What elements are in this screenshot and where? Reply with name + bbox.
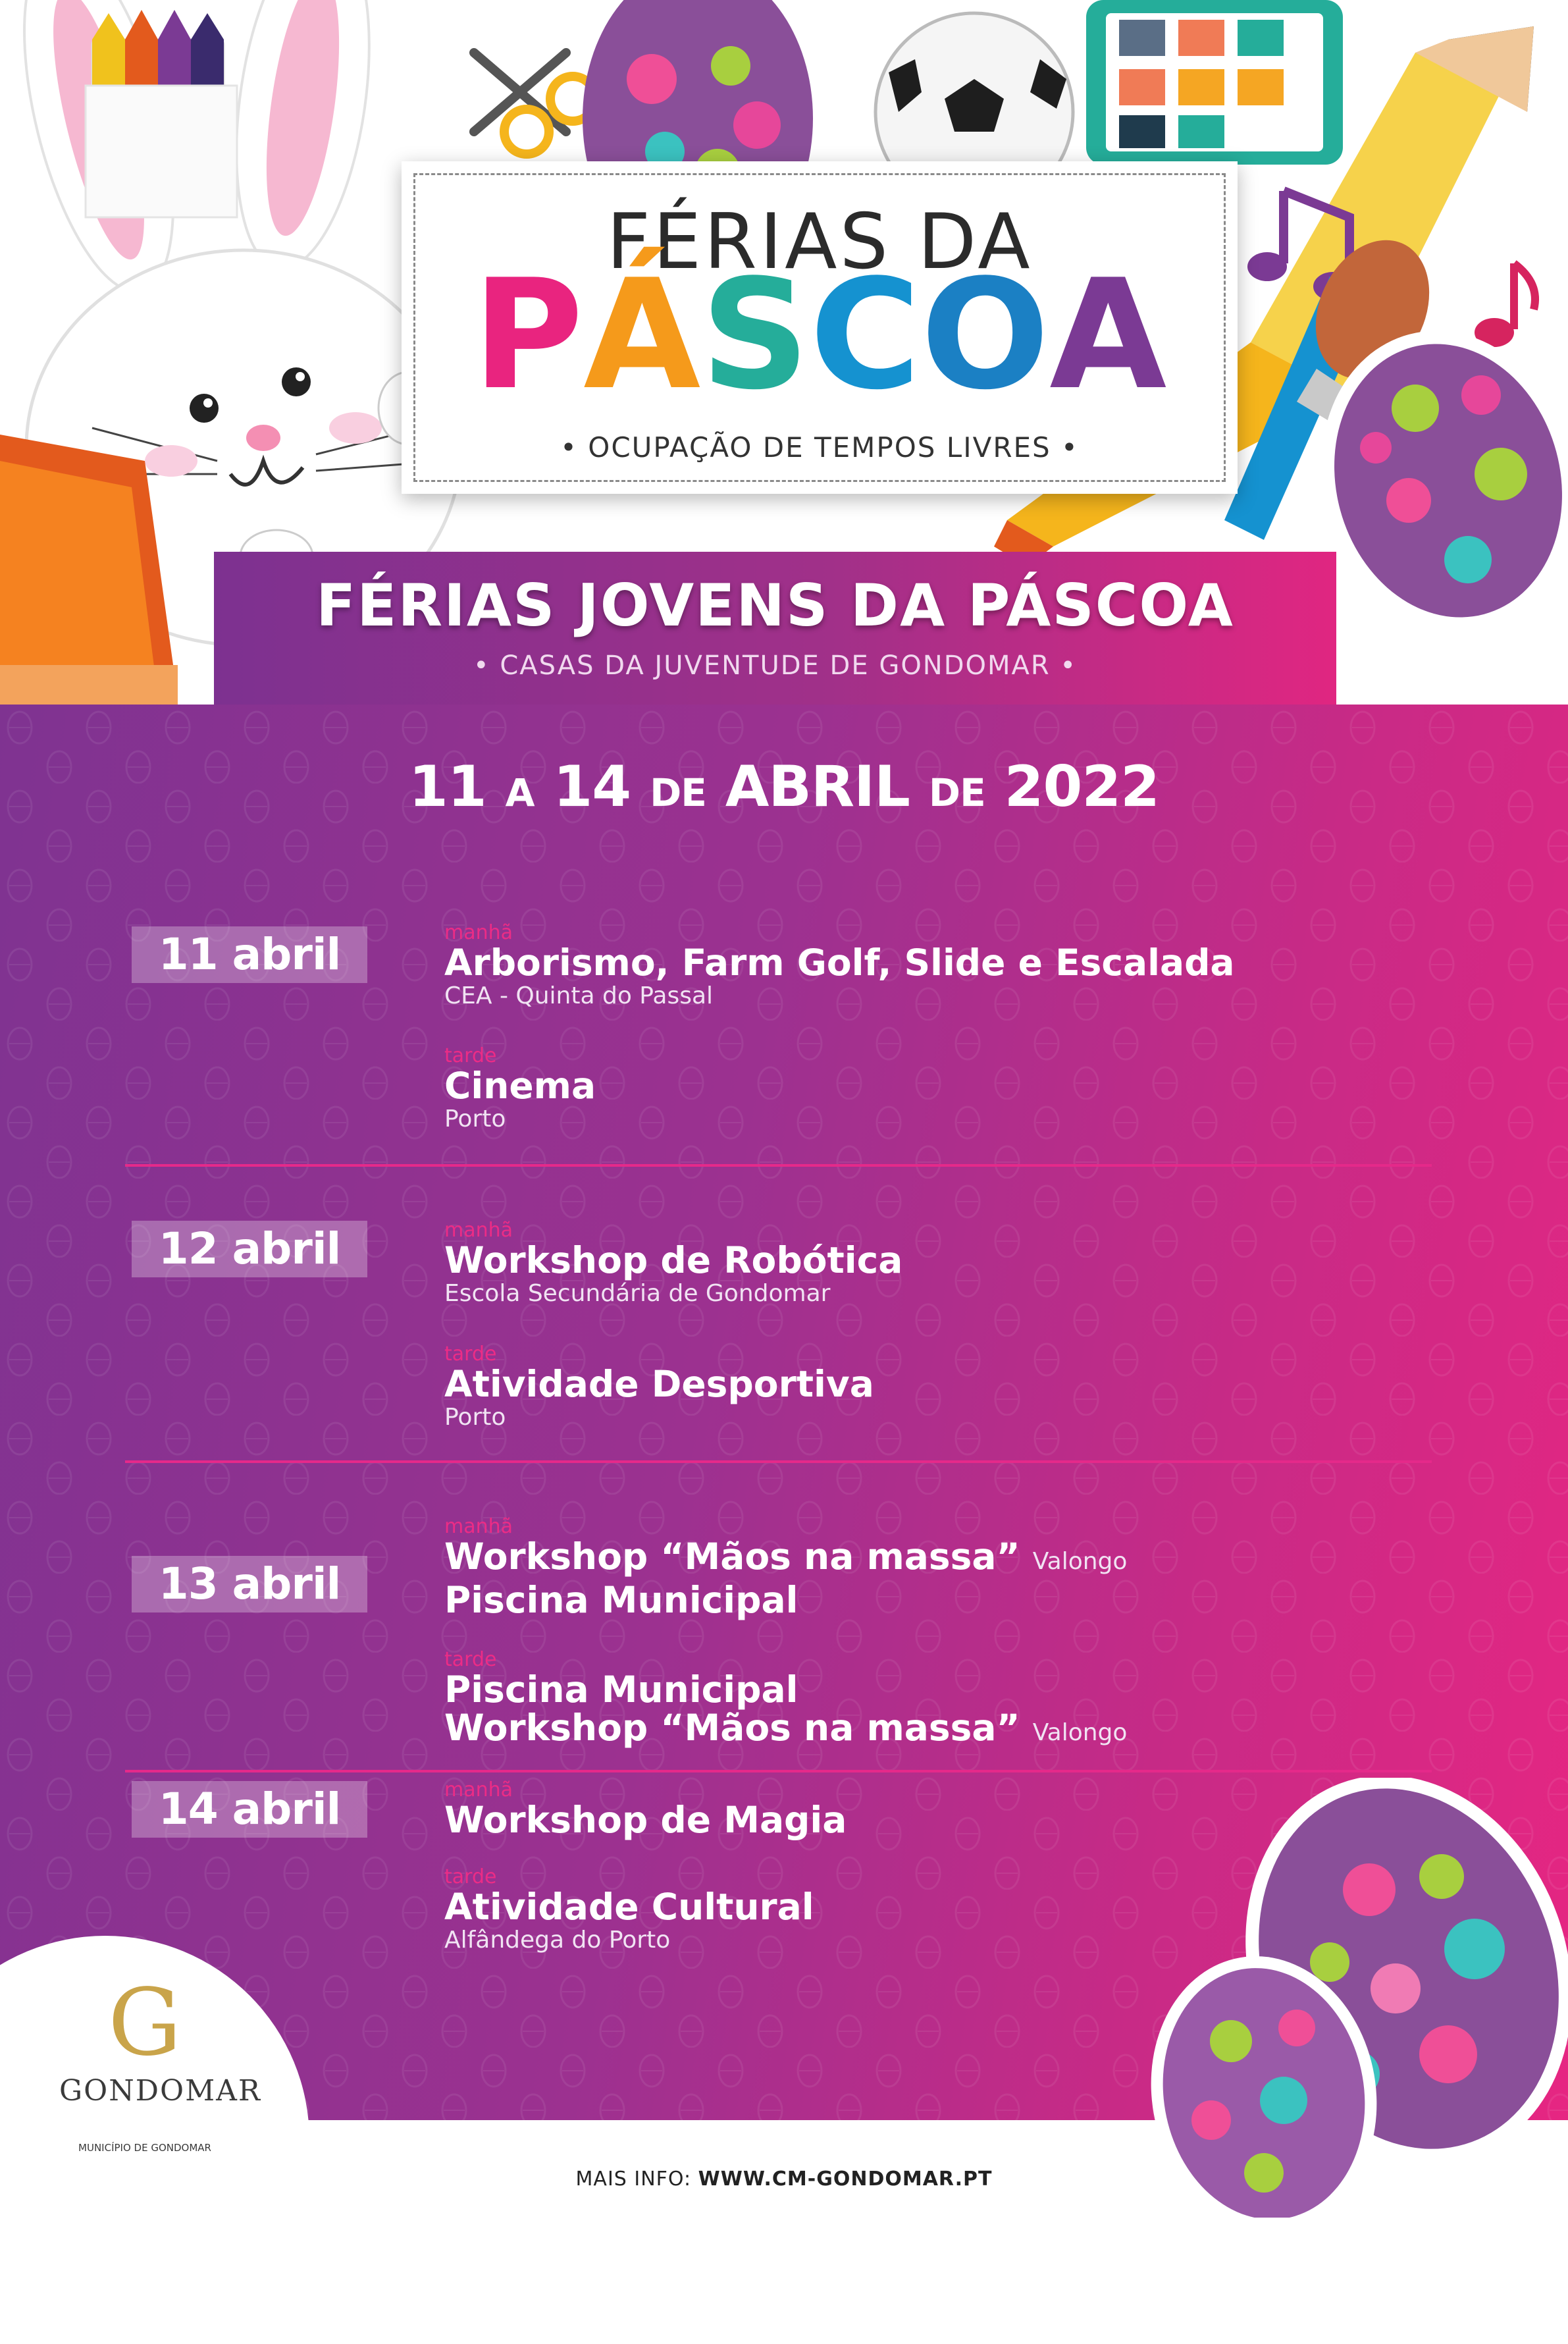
event-date-range [0,754,1568,820]
date-year: 2022 [1004,754,1159,820]
day-badge: 12 abril [132,1221,367,1277]
morning-label: manhã [444,1515,513,1538]
date-connector: A [505,770,535,815]
afternoon-slot [444,1344,874,1432]
day-block-11 [0,872,1568,1169]
gondomar-g-logo-icon [99,1979,191,2071]
title-line-ferias-da: FÉRIAS DA [606,198,1033,286]
afternoon-label: tarde [444,1044,497,1067]
date-preposition: DE [928,770,985,815]
activity-title: Arborismo, Farm Golf, Slide e Escalada [444,942,1235,984]
title-letter: O [920,248,1050,423]
activity-location: Valongo [1032,1548,1128,1575]
activity-location: Porto [444,1105,506,1132]
morning-slot [444,1780,847,1839]
day-divider [125,1770,1432,1772]
title-letter: Á [583,248,701,423]
activity-title-text: Workshop “Mãos na massa” [444,1535,1020,1578]
title-subtitle: • OCUPAÇÃO DE TEMPOS LIVRES • [560,431,1079,464]
activity-title: Piscina Municipal [444,1579,798,1621]
activity-title: Atividade Desportiva [444,1363,874,1405]
morning-label: manhã [444,1778,513,1801]
afternoon-slot [444,1867,814,1955]
activity-title: Piscina Municipal [444,1668,798,1711]
activity-location: Porto [444,1404,506,1431]
morning-slot [444,1516,1127,1619]
activity-title: Workshop de Magia [444,1799,847,1841]
day-badge: 11 abril [132,926,367,983]
date-preposition: DE [650,770,706,815]
afternoon-label: tarde [444,1343,497,1366]
day-block-13 [0,1465,1568,1774]
date-start: 11 [408,754,486,820]
tablet-icon [1086,0,1343,165]
morning-slot [444,922,1235,1011]
activity-title: Workshop de Robótica [444,1239,903,1281]
afternoon-label: tarde [444,1865,497,1888]
activity-location: Escola Secundária de Gondomar [444,1280,831,1307]
svg-text:G: G [108,1979,182,2071]
morning-slot [444,1220,902,1308]
crayons-icon [86,10,237,217]
more-info-label: MAIS INFO: [575,2168,692,2191]
logo-wordmark: GONDOMAR [59,2074,262,2108]
activity-title: Atividade Cultural [444,1886,814,1928]
logo-tagline: MUNICÍPIO DE GONDOMAR [78,2142,211,2154]
date-month: ABRIL [725,754,910,820]
title-letter: S [700,248,810,423]
website-link[interactable]: WWW.CM-GONDOMAR.PT [698,2168,993,2191]
morning-label: manhã [444,921,513,944]
activity-location: CEA - Quinta do Passal [444,982,714,1009]
day-block-12 [0,1169,1568,1465]
easter-eggs-illustration [1132,1778,1568,2218]
banner-title: FÉRIAS JOVENS DA PÁSCOA [316,572,1234,639]
day-badge: 13 abril [132,1556,367,1612]
morning-label: manhã [444,1219,513,1242]
title-letter: P [472,248,584,423]
afternoon-label: tarde [444,1648,497,1671]
title-card [402,161,1238,494]
activity-title: Cinema [444,1065,596,1107]
activity-title-text: Workshop “Mãos na massa” [444,1707,1020,1749]
day-divider [125,1460,1432,1463]
title-line-pascoa [402,248,1238,423]
activity-location: Valongo [1032,1719,1128,1746]
activity-title [444,1709,1127,1752]
afternoon-slot [444,1649,1127,1752]
afternoon-slot [444,1046,596,1134]
day-divider [125,1164,1432,1167]
program-banner [214,552,1336,705]
activity-title [444,1537,1127,1581]
day-badge: 14 abril [132,1781,367,1838]
title-letter: A [1049,248,1167,423]
scissors-icon [474,53,595,154]
date-end: 14 [553,754,631,820]
banner-subtitle: • CASAS DA JUVENTUDE DE GONDOMAR • [473,651,1077,681]
title-letter: C [809,248,921,423]
activity-location: Alfândega do Porto [444,1927,671,1954]
